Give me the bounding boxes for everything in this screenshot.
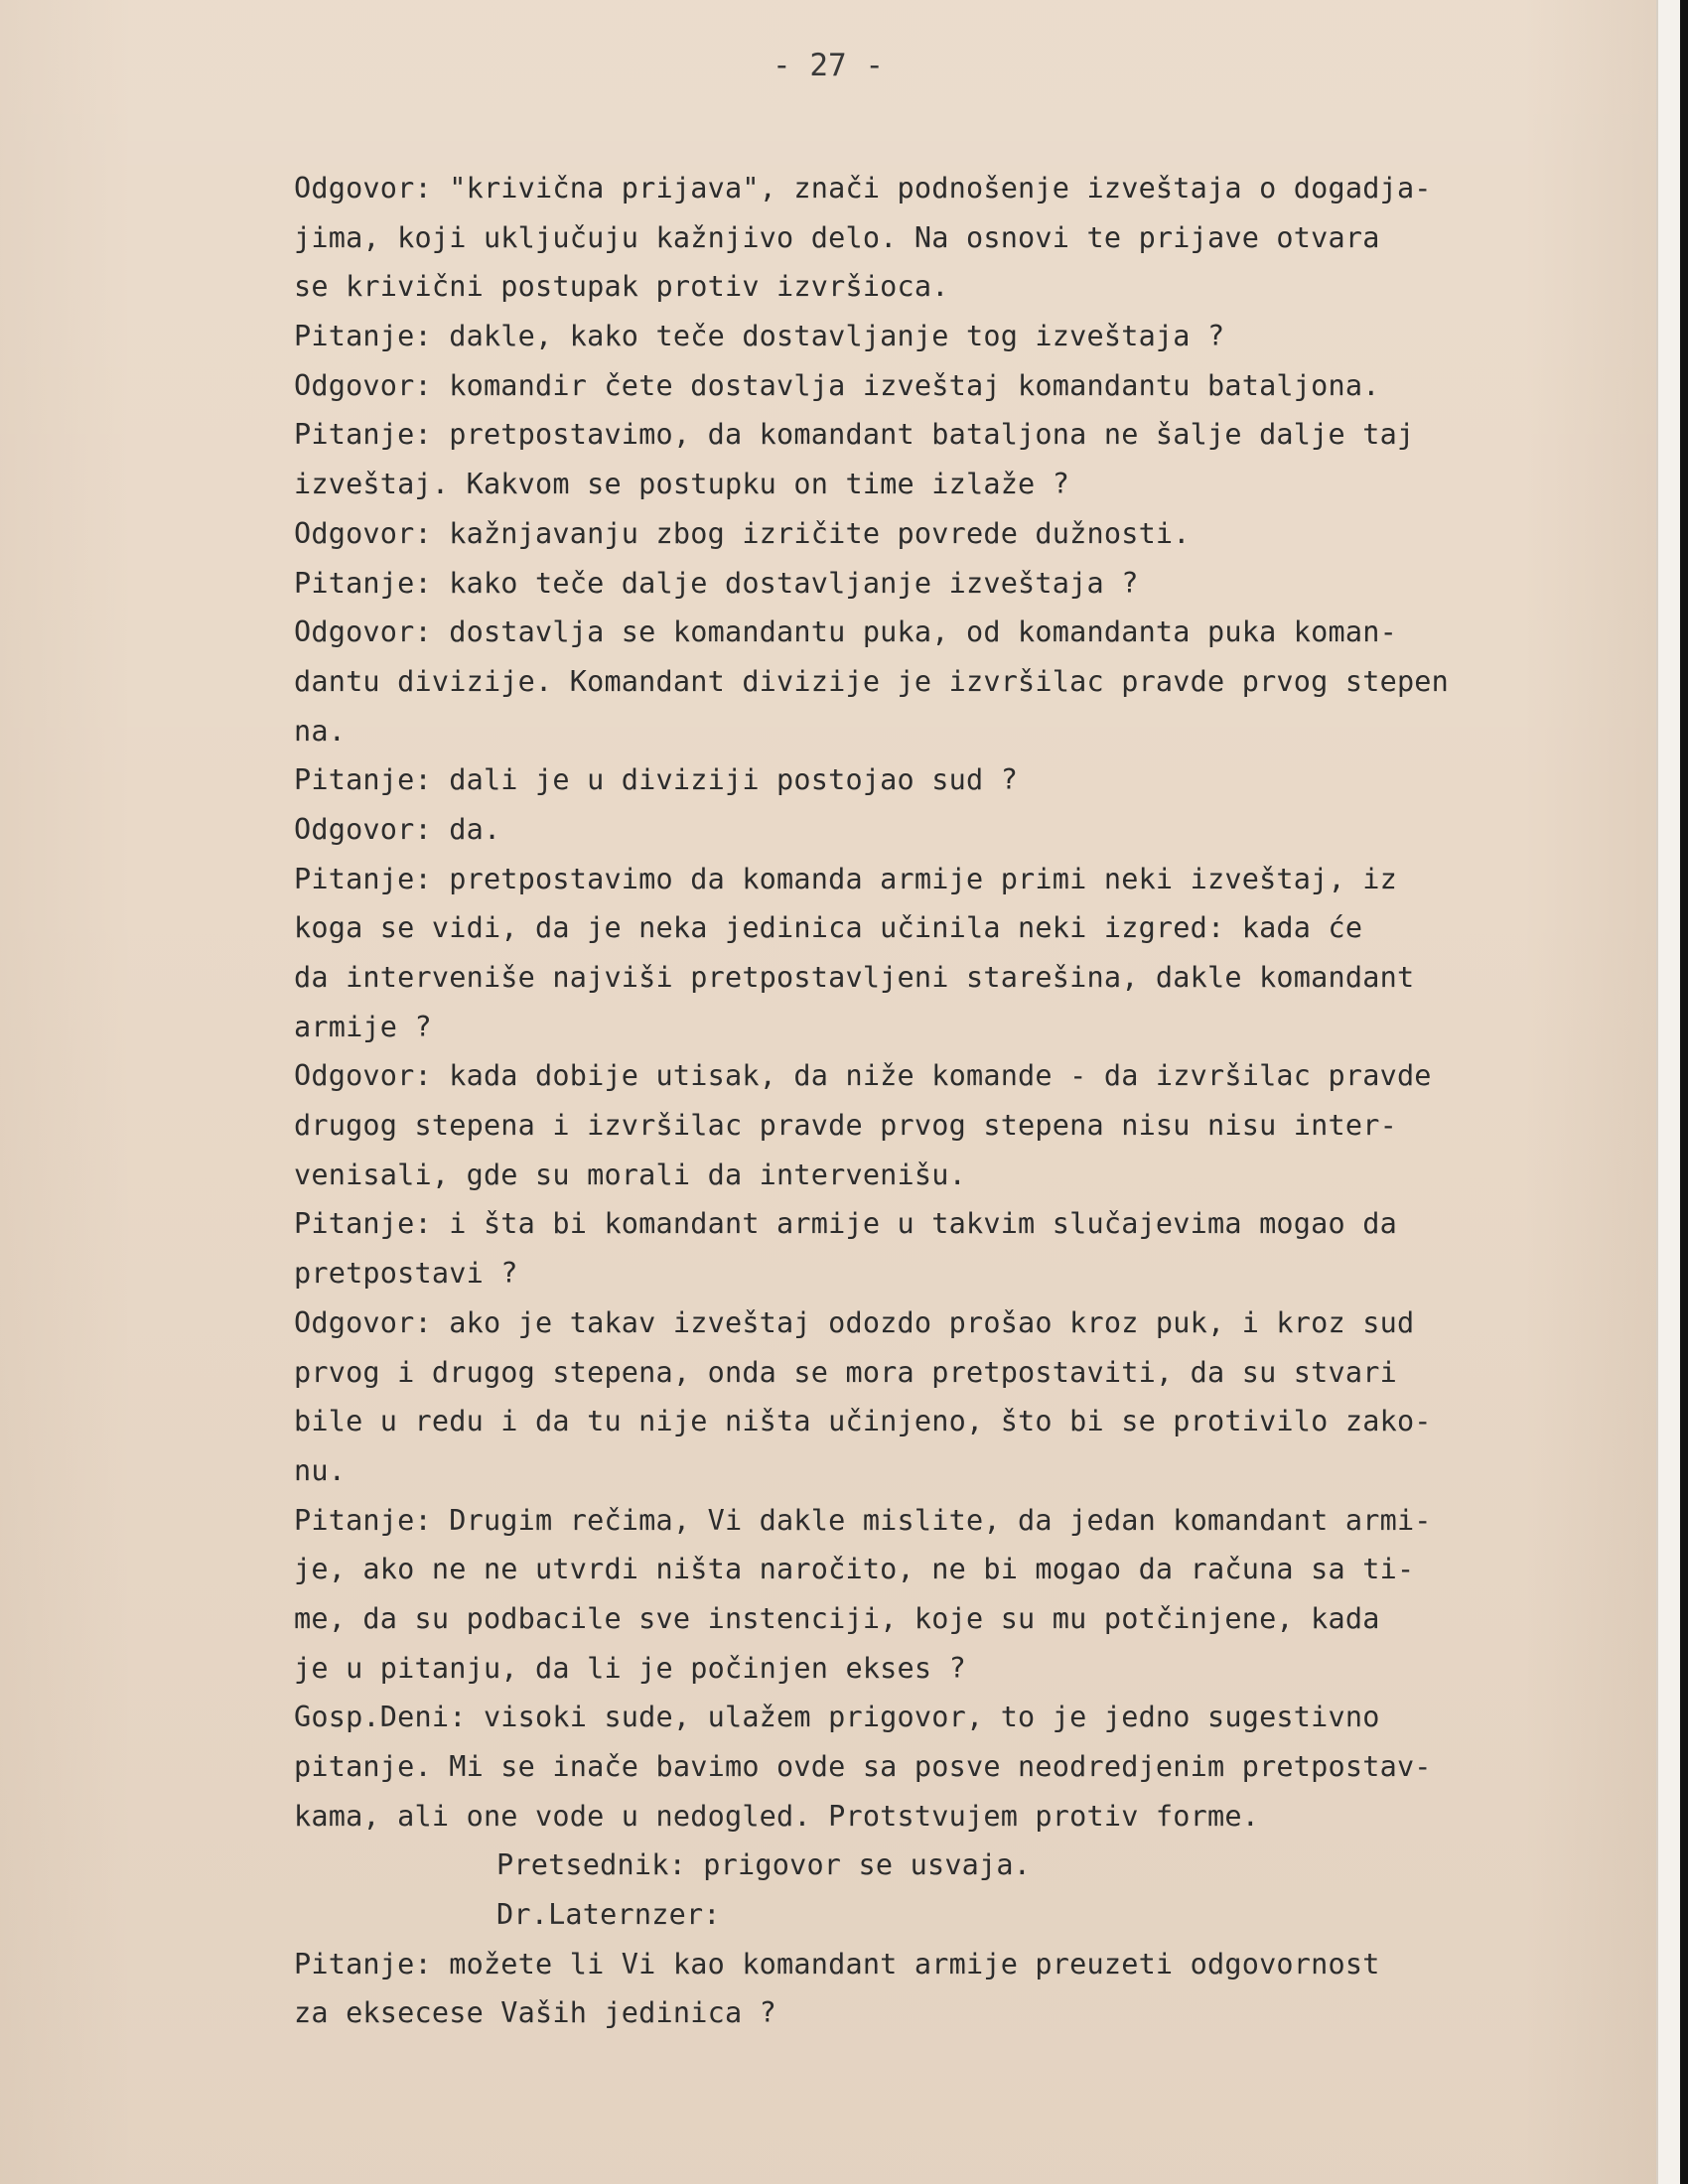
text-line: Pitanje: možete li Vi kao komandant armije preuzeti odgovornost (294, 1947, 1380, 1980)
text-line: izveštaj. Kakvom se postupku on time izlaže ? (294, 468, 1070, 501)
text-line: je, ako ne ne utvrdi ništa naročito, ne bi mogao da računa sa ti- (294, 1553, 1415, 1586)
text-line: Pretsednik: prigovor se usvaja. (496, 1848, 1032, 1882)
text-line: Odgovor: komandir čete dostavlja izveštaj komandantu bataljona. (294, 368, 1380, 402)
text-line: da interveniše najviši pretpostavljeni starešina, dakle komandant (294, 961, 1415, 994)
text-line: Gosp.Deni: visoki sude, ulažem prigovor, to je jedno sugestivno (294, 1701, 1380, 1734)
text-line: Odgovor: kažnjavanju zbog izričite povrede dužnosti. (294, 516, 1191, 550)
text-line: prvog i drugog stepena, onda se mora pretpostaviti, da su stvari (294, 1355, 1397, 1389)
text-line: Pitanje: pretpostavimo da komanda armije primi neki izveštaj, iz (294, 862, 1397, 895)
text-line: drugog stepena i izvršilac pravde prvog stepena nisu nisu inter- (294, 1109, 1397, 1143)
text-line: Odgovor: da. (294, 812, 501, 846)
text-line: kama, ali one vode u nedogled. Protstvujem protiv forme. (294, 1799, 1260, 1833)
text-line: Pitanje: kako teče dalje dostavljanje izveštaja ? (294, 566, 1139, 600)
document-body (294, 164, 1644, 2038)
text-line: venisali, gde su morali da intervenišu. (294, 1158, 966, 1191)
text-line: Odgovor: kada dobije utisak, da niže komande - da izvršilac pravde (294, 1059, 1432, 1093)
text-line: Dr.Laternzer: (496, 1898, 721, 1932)
text-line: je u pitanju, da li je počinjen ekses ? (294, 1651, 966, 1685)
text-line: bile u redu i da tu nije ništa učinjeno, što bi se protivilo zako- (294, 1405, 1432, 1438)
text-line: Pitanje: Drugim rečima, Vi dakle mislite, da jedan komandant armi- (294, 1503, 1432, 1537)
page-number: - 27 - (773, 48, 884, 83)
text-line: Pitanje: i šta bi komandant armije u takvim slučajevima mogao da (294, 1207, 1397, 1241)
text-line: pretpostavi ? (294, 1257, 518, 1291)
text-line: pitanje. Mi se inače bavimo ovde sa posve neodredjenim pretpostav- (294, 1750, 1432, 1783)
text-line: Pitanje: pretpostavimo, da komandant bataljona ne šalje dalje taj (294, 418, 1415, 452)
text-line: jima, koji uključuju kažnjivo delo. Na osnovi te prijave otvara (294, 220, 1380, 254)
text-line: nu. (294, 1453, 347, 1487)
text-line: Odgovor: "krivična prijava", znači podnošenje izveštaja o dogadja- (294, 172, 1432, 205)
text-line: armije ? (294, 1010, 432, 1043)
text-line: Pitanje: dali je u diviziji postojao sud ? (294, 763, 1019, 797)
text-line: Odgovor: dostavlja se komandantu puka, od komandanta puka koman- (294, 615, 1397, 649)
text-line: Pitanje: dakle, kako teče dostavljanje tog izveštaja ? (294, 320, 1225, 353)
text-line: dantu divizije. Komandant divizije je izvršilac pravde prvog stepen (294, 664, 1450, 698)
text-line: se krivični postupak protiv izvršioca. (294, 270, 949, 304)
text-line: koga se vidi, da je neka jedinica učinila neki izgred: kada će (294, 911, 1363, 945)
text-line: Odgovor: ako je takav izveštaj odozdo prošao kroz puk, i kroz sud (294, 1305, 1415, 1339)
scan-border (1680, 0, 1688, 2184)
scan-edge (1656, 0, 1688, 2184)
text-line: za eksecese Vaših jedinica ? (294, 1996, 777, 2030)
text-line: me, da su podbacile sve instenciji, koje su mu potčinjene, kada (294, 1601, 1380, 1635)
text-line: na. (294, 714, 347, 748)
